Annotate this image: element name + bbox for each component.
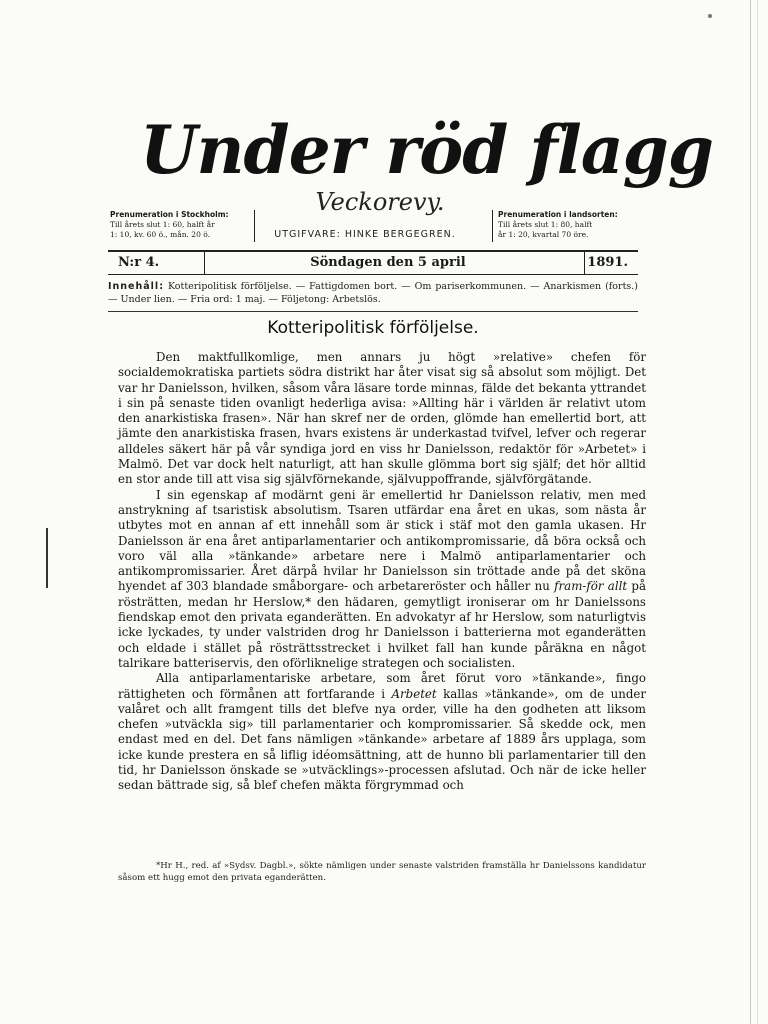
- subscription-heading: Prenumeration i Stockholm:: [110, 210, 229, 219]
- emphasis: Arbetet: [391, 686, 437, 701]
- margin-pencil-mark: [46, 528, 48, 588]
- subscription-line: Till årets slut 1: 80, halft: [498, 220, 593, 229]
- table-of-contents: [108, 280, 638, 306]
- paragraph: I sin egenskap af modärnt geni är emellertid hr Danielsson relativ, men med anstrykning af tsaristisk absolutism. Tsaren utfärdar ena året en ukas, som nästa år utbytes mot en annan af ett innehåll som är stick i stäf mot den gamla ukasen. Hr Danielsson är ena året antiparlamentarier och antikompromissarie, då böra också och voro väl alla »tänkande» arbetare nere i Malmö antiparlamentarier och antikompromissarier. Året därpå hvilar hr Danielsson sin tröttade ande på det sköna hyendet af 303 blandade småborgare- och arbetareröster och håller nu fram-för allt på rösträtten, medan hr Herslow,* den hädaren, gemytligt ironiserar om hr Danielssons fiendskap emot den privata eganderätten. En advokatyr af hr Herslow, som naturligtvis icke lyckades, ty under valstriden drog hr Danielsson i batterierna mot eganderätten och eldade i stället på rösträttsstrecket i hvilket fall han kunde påräkna en något talrikare batteriservis, den oförliknelige strategen och socialisten.: [118, 487, 646, 670]
- issue-number: N:r 4.: [118, 255, 160, 270]
- ink-spot: [708, 14, 712, 18]
- page-edge-line: [750, 0, 751, 1024]
- article-body: [118, 350, 646, 794]
- divider: [108, 311, 638, 312]
- footnote: *Hr H., red. af »Sydsv. Dagbl.», sökte nämligen under senaste valstriden framställa hr Danielssons kandidatur såsom ett hugg emot den privata eganderätten.: [118, 861, 646, 883]
- divider: [204, 252, 205, 274]
- page-edge-line: [757, 0, 758, 1024]
- divider: [584, 252, 585, 274]
- article-title: Kotteripolitisk förföljelse.: [267, 318, 479, 338]
- masthead-subtitle: Veckorevy.: [315, 188, 445, 216]
- brace: [492, 210, 495, 242]
- subscription-countryside: [498, 210, 644, 240]
- subscription-line: år 1: 20, kvartal 70 öre.: [498, 230, 589, 239]
- issue-year: 1891.: [587, 255, 628, 270]
- emphasis: fram-för allt: [554, 579, 628, 594]
- masthead-title: Under röd flagg: [140, 111, 713, 189]
- subscription-line: 1: 10, kv. 60 ö., mån. 20 ö.: [110, 230, 210, 239]
- contents-label: Innehåll:: [108, 281, 164, 292]
- paragraph: Den maktfullkomlige, men annars ju högt »relative» chefen för socialdemokratiska partiets södra distrikt har åter visat sig så absolut som möjligt. Det var hr Danielsson, hvilken, såsom våra läsare torde minnas, fälde det bekanta yttrandet i sin på senaste tiden ovanligt hederliga avisa: »Allting här i världen är relativt utom den anarkistiska frasen». När han skref ner de orden, glömde han emellertid bort, att jämte den anarkistiska frasen, hvars existens är underkastad tvifvel, lefver och regerar alldeles säkert här på vår syndiga jord en viss hr Danielsson, redaktör för »Arbetet» i Malmö. Det var dock helt naturligt, att han skulle glömma bort sig själf; det hör alltid en stor ande till att visa sig självförnekande, självuppoffrande, självförgätande.: [118, 350, 646, 487]
- contents-text: Kotteripolitisk förföljelse. — Fattigdomen bort. — Om pariserkommunen. — Anarkismen (forts.) — Under lien. — Fria ord: 1 maj. — Följetong: Arbetslös.: [108, 281, 638, 305]
- issue-date: Söndagen den 5 april: [310, 255, 466, 270]
- subscription-heading: Prenumeration i landsorten:: [498, 210, 618, 219]
- brace: [252, 210, 255, 242]
- issue-bar: [108, 250, 638, 275]
- subscription-line: Till årets slut 1: 60, halft år: [110, 220, 215, 229]
- paragraph: Alla antiparlamentariske arbetare, som året förut voro »tänkande», fingo rättigheten och förmånen att fortfarande i Arbetet kallas »tänkande», om de under valåret och allt framgent tills det blefve nya order, ville ha den godheten att liksom chefen »utväckla sig» till parlamentarier och kompromissarier. Så skedde ock, men endast med en del. Det fans nämligen »tänkande» arbetare af 1889 års upplaga, som icke kunde prestera en så liflig idéomsättning, att de hunno bli parlamentarier till den tid, hr Danielsson önskade se »utväcklings»-processen afslutad. Och när de icke heller sedan bättrade sig, så blef chefen mäkta förgrymmad och: [118, 671, 647, 793]
- publisher-line: UTGIFVARE: HINKE BERGEGREN.: [274, 229, 456, 240]
- subscription-stockholm: [110, 210, 256, 240]
